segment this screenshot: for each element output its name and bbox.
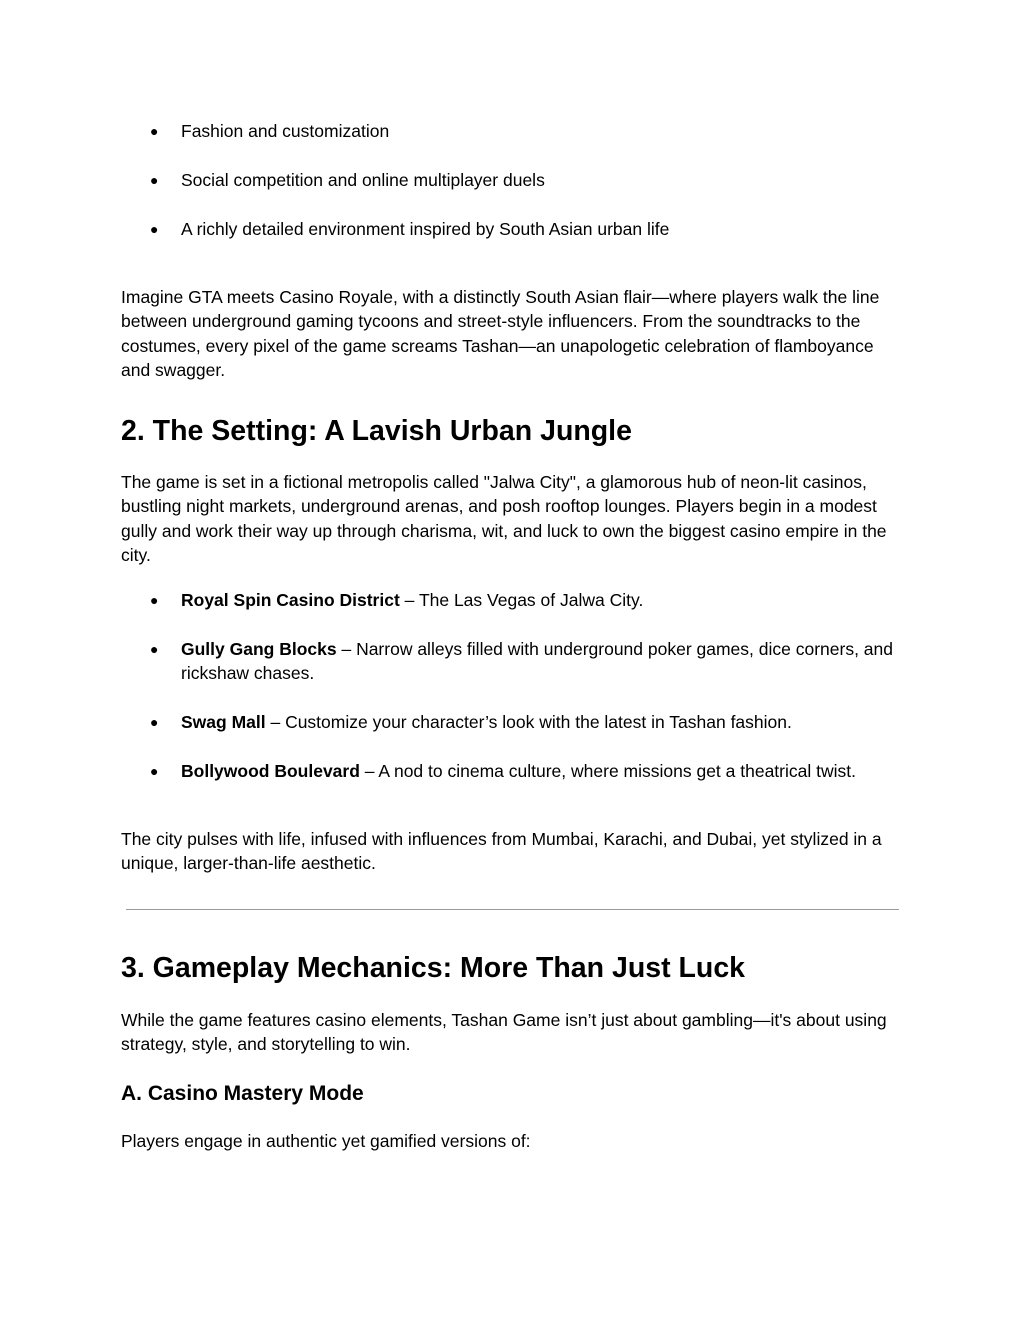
section-3-heading: 3. Gameplay Mechanics: More Than Just Luck xyxy=(121,952,746,984)
location-name: Royal Spin Casino District xyxy=(181,590,400,610)
section-2-heading: 2. The Setting: A Lavish Urban Jungle xyxy=(121,415,632,447)
bullet-icon: ● xyxy=(150,221,159,237)
intro-bullet-list xyxy=(121,119,906,241)
location-bullet-list xyxy=(121,588,906,783)
bullet-icon: ● xyxy=(150,592,159,608)
section-2-closing-paragraph: The city pulses with life, infused with influences from Mumbai, Karachi, and Dubai, yet stylized in a unique, larger-than-life aesthetic. xyxy=(121,829,882,874)
list-item xyxy=(121,119,906,143)
section-3a-paragraph: Players engage in authentic yet gamified versions of: xyxy=(121,1131,531,1151)
location-description: – Customize your character’s look with the latest in Tashan fashion. xyxy=(265,712,792,732)
intro-paragraph: Imagine GTA meets Casino Royale, with a distinctly South Asian flair—where players walk the line between underground gaming tycoons and street-style influencers. From the soundtracks to the costumes, every pixel of the game screams Tashan—an unapologetic celebration of flamboyance and swagger. xyxy=(121,287,880,381)
list-item xyxy=(121,637,906,685)
list-item xyxy=(121,217,906,241)
bullet-icon: ● xyxy=(150,763,159,779)
location-name: Swag Mall xyxy=(181,712,266,732)
location-name: Gully Gang Blocks xyxy=(181,639,337,659)
list-item xyxy=(121,168,906,192)
bullet-icon: ● xyxy=(150,172,159,188)
location-description: – A nod to cinema culture, where missions get a theatrical twist. xyxy=(359,761,856,781)
list-item-text: Social competition and online multiplayer duels xyxy=(181,170,545,190)
list-item-text: Fashion and customization xyxy=(181,121,390,141)
location-description: – Narrow alleys filled with underground poker games, dice corners, and rickshaw chases. xyxy=(181,639,894,683)
list-item-text: A richly detailed environment inspired by South Asian urban life xyxy=(181,219,670,239)
section-3-paragraph: While the game features casino elements, Tashan Game isn’t just about gambling—it's about using strategy, style, and storytelling to win. xyxy=(121,1010,887,1055)
bullet-icon: ● xyxy=(150,123,159,139)
bullet-icon: ● xyxy=(150,641,159,657)
location-name: Bollywood Boulevard xyxy=(181,761,360,781)
bullet-icon: ● xyxy=(150,714,159,730)
list-item xyxy=(121,710,906,734)
horizontal-divider xyxy=(126,909,899,910)
section-3a-subheading: A. Casino Mastery Mode xyxy=(121,1082,364,1105)
list-item xyxy=(121,759,906,783)
section-2-paragraph: The game is set in a fictional metropolis called "Jalwa City", a glamorous hub of neon-lit casinos, bustling night markets, underground arenas, and posh rooftop lounges. Players begin in a modest gully and work their way up through charisma, wit, and luck to own the biggest casino empire in the city. xyxy=(121,472,887,566)
list-item xyxy=(121,588,906,612)
location-description: – The Las Vegas of Jalwa City. xyxy=(399,590,644,610)
